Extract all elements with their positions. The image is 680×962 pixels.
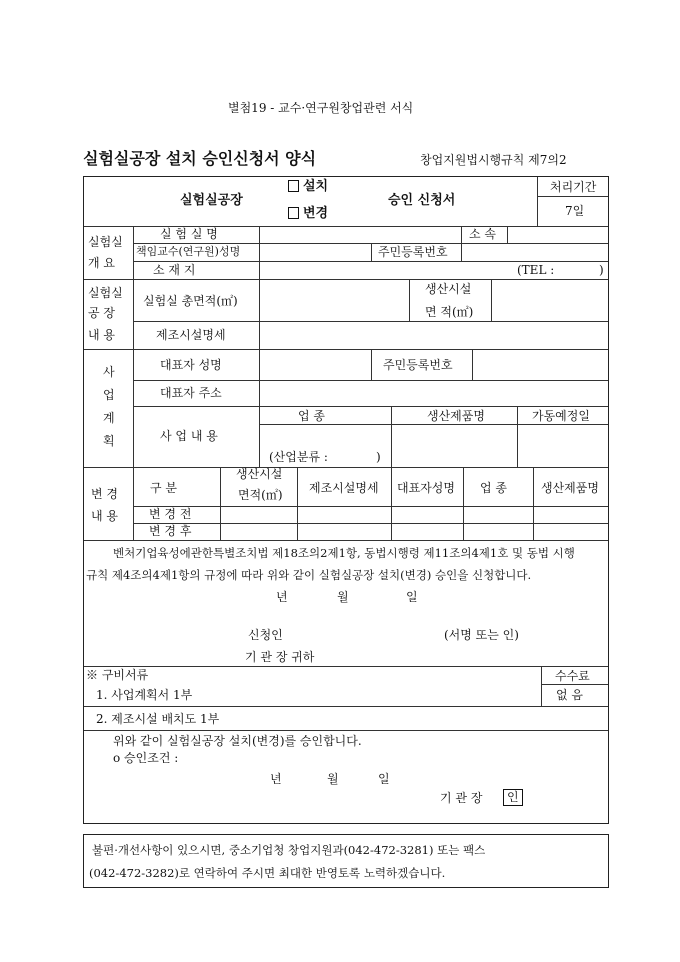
lab-name-label: 실 험 실 명 bbox=[160, 227, 218, 241]
factory-section-2: 공 장 bbox=[88, 306, 115, 320]
declaration-year: 년 bbox=[276, 590, 288, 604]
declaration-day: 일 bbox=[406, 590, 418, 604]
prod-area-label-2: 면 적(㎡) bbox=[425, 305, 474, 319]
industry-label: 업 종 bbox=[298, 409, 325, 423]
footer-line-1: 불편·개선사항이 있으시면, 중소기업청 창업지원과(042-472-3281) 또는 팩스 bbox=[92, 843, 486, 857]
approval-month: 월 bbox=[327, 772, 339, 786]
approval-text: 위와 같이 실험실공장 설치(변경)를 승인합니다. bbox=[113, 734, 362, 748]
processing-label: 처리기간 bbox=[550, 180, 597, 194]
industry-class-close: ) bbox=[376, 450, 381, 464]
prod-area-label-1: 생산시설 bbox=[425, 282, 472, 296]
resident-no-label: 주민등록번호 bbox=[378, 245, 448, 259]
professor-label: 책임교수(연구원)성명 bbox=[136, 245, 241, 258]
approval-day: 일 bbox=[378, 772, 390, 786]
declaration-line-2: 규칙 제4조의4제1항의 규정에 따라 위와 같이 실험실공장 설치(변경) 승인을 신청합니다. bbox=[86, 568, 532, 582]
change-industry-label: 업 종 bbox=[480, 481, 507, 495]
change-division-label: 구 분 bbox=[150, 481, 177, 495]
location-label: 소 재 지 bbox=[153, 263, 196, 277]
business-section-3: 계 bbox=[103, 411, 115, 425]
business-content-label: 사 업 내 용 bbox=[160, 429, 218, 443]
equipment-label: 제조시설명세 bbox=[156, 328, 226, 342]
change-product-label: 생산제품명 bbox=[541, 481, 599, 495]
business-section-2: 업 bbox=[103, 388, 115, 402]
start-date-label: 가동예정일 bbox=[532, 409, 590, 423]
checkbox-change[interactable] bbox=[288, 207, 299, 219]
addressee-label: 기 관 장 귀하 bbox=[245, 650, 315, 664]
documents-title: ※ 구비서류 bbox=[86, 668, 149, 682]
change-before-label: 변 경 전 bbox=[149, 507, 192, 521]
header-note: 별첨19 - 교수·연구원창업관련 서식 bbox=[228, 101, 414, 115]
signature-label: (서명 또는 인) bbox=[444, 628, 519, 642]
change-section-2: 내 용 bbox=[91, 509, 118, 523]
business-section-1: 사 bbox=[103, 365, 115, 379]
change-rep-name-label: 대표자성명 bbox=[397, 481, 455, 495]
approval-condition: o 승인조건 : bbox=[113, 751, 179, 765]
fee-value: 없 음 bbox=[556, 688, 583, 702]
option-install[interactable]: 설치 bbox=[288, 180, 328, 194]
total-area-label: 실험실 총면적(㎡) bbox=[143, 294, 238, 308]
fee-label: 수수료 bbox=[555, 669, 590, 683]
approval-seal: 인 bbox=[503, 789, 523, 806]
tel-close: ) bbox=[599, 263, 604, 277]
approval-year: 년 bbox=[270, 772, 282, 786]
factory-section-3: 내 용 bbox=[88, 328, 115, 342]
declaration-line-1: 벤처기업육성에관한특별조치법 제18조의2제1항, 동법시행령 제11조의4제1호 및 동법 시행 bbox=[113, 546, 575, 560]
form-title: 실험실공장 설치 승인신청서 양식 bbox=[83, 149, 317, 168]
tel-label: (TEL : bbox=[517, 263, 555, 277]
title-left: 실험실공장 bbox=[180, 193, 243, 208]
change-prod-area-2: 면적(㎡) bbox=[238, 488, 283, 502]
industry-class-label: (산업분류 : bbox=[269, 450, 328, 464]
business-section-4: 획 bbox=[103, 434, 115, 448]
title-right: 승인 신청서 bbox=[388, 193, 456, 208]
rep-name-label: 대표자 성명 bbox=[160, 358, 222, 372]
applicant-label: 신청인 bbox=[248, 628, 283, 642]
declaration-month: 월 bbox=[337, 590, 349, 604]
product-name-label: 생산제품명 bbox=[427, 409, 485, 423]
legal-basis: 창업지원법시행규칙 제7의2 bbox=[420, 153, 567, 167]
overview-section-2: 개 요 bbox=[88, 256, 115, 270]
change-prod-area-1: 생산시설 bbox=[236, 467, 283, 481]
option-change[interactable]: 변경 bbox=[288, 207, 328, 221]
overview-section-1: 실험실 bbox=[88, 235, 123, 249]
factory-section-1: 실험실 bbox=[88, 286, 123, 300]
document-item-2: 2. 제조시설 배치도 1부 bbox=[96, 712, 220, 726]
rep-resident-no-label: 주민등록번호 bbox=[383, 358, 453, 372]
rep-address-label: 대표자 주소 bbox=[160, 386, 222, 400]
change-equipment-label: 제조시설명세 bbox=[309, 481, 379, 495]
affiliation-label: 소 속 bbox=[469, 227, 496, 241]
change-section-1: 변 경 bbox=[91, 487, 118, 501]
change-after-label: 변 경 후 bbox=[149, 524, 192, 538]
document-item-1: 1. 사업계획서 1부 bbox=[96, 688, 193, 702]
processing-value: 7일 bbox=[565, 204, 585, 218]
approval-head: 기 관 장 bbox=[440, 791, 483, 805]
checkbox-install[interactable] bbox=[288, 180, 299, 192]
footer-line-2: (042-472-3282)로 연락하여 주시면 최대한 반영토록 노력하겠습니다. bbox=[89, 866, 446, 880]
